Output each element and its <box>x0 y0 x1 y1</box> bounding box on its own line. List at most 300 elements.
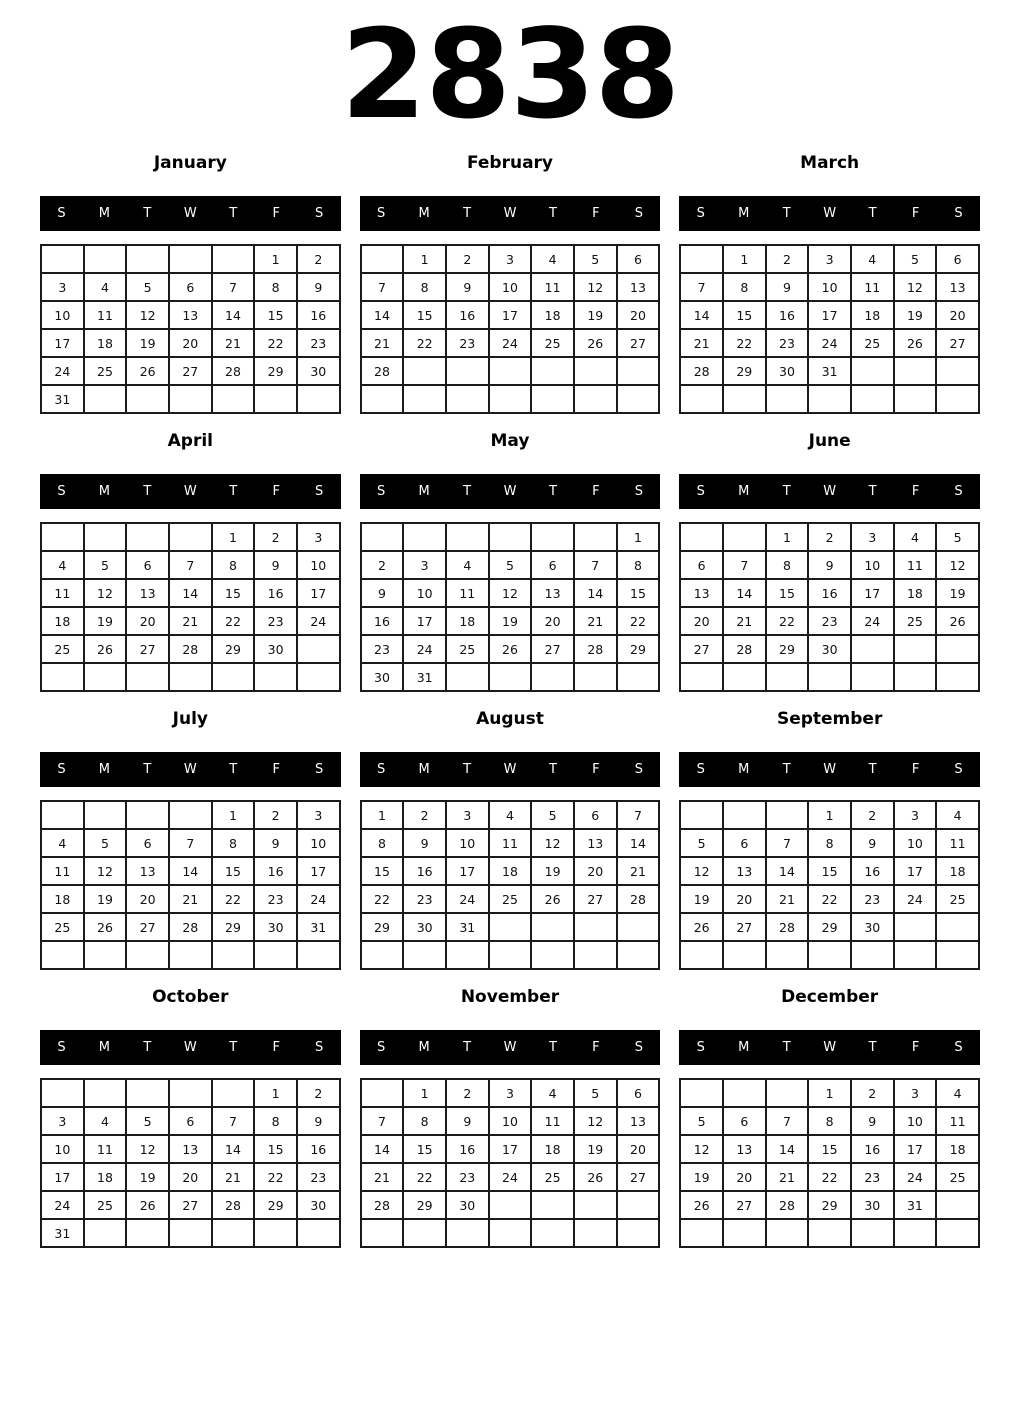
empty-cell <box>574 1191 617 1219</box>
weekday-header-bar <box>679 752 980 787</box>
date-cell: 4 <box>936 801 979 829</box>
date-cell: 13 <box>617 1107 660 1135</box>
date-cell: 5 <box>126 1107 169 1135</box>
empty-cell <box>212 941 255 969</box>
date-cell: 16 <box>254 579 297 607</box>
date-cell: 9 <box>254 829 297 857</box>
date-cell: 13 <box>169 301 212 329</box>
date-cell: 14 <box>169 857 212 885</box>
empty-cell <box>489 523 532 551</box>
empty-cell <box>851 1219 894 1247</box>
date-cell: 15 <box>808 857 851 885</box>
date-cell: 3 <box>41 1107 84 1135</box>
date-cell: 19 <box>84 607 127 635</box>
month-title-december: December <box>781 987 879 1007</box>
weekday-header-cell: S <box>57 1040 66 1055</box>
empty-cell <box>723 801 766 829</box>
calendar-week-row <box>361 245 660 273</box>
date-cell: 18 <box>531 1135 574 1163</box>
empty-cell <box>84 941 127 969</box>
date-cell: 10 <box>894 829 937 857</box>
weekday-header-cell: M <box>98 1040 111 1055</box>
date-cell: 2 <box>254 523 297 551</box>
empty-cell <box>851 941 894 969</box>
weekday-header-cell: W <box>183 484 197 499</box>
date-cell: 2 <box>254 801 297 829</box>
weekday-header-cell: S <box>377 762 386 777</box>
weekday-header-bar <box>679 1030 980 1065</box>
empty-cell <box>212 1079 255 1107</box>
date-cell: 7 <box>212 1107 255 1135</box>
date-cell: 5 <box>680 829 723 857</box>
weekday-header-cell: S <box>954 762 963 777</box>
date-cell: 18 <box>894 579 937 607</box>
month-june <box>679 431 980 692</box>
date-cell: 15 <box>403 301 446 329</box>
date-cell: 1 <box>808 801 851 829</box>
month-december <box>679 987 980 1248</box>
date-cell: 27 <box>936 329 979 357</box>
date-cell: 26 <box>936 607 979 635</box>
date-cell: 12 <box>936 551 979 579</box>
date-cell: 3 <box>489 245 532 273</box>
empty-cell <box>446 357 489 385</box>
calendar-week-row <box>41 301 340 329</box>
date-cell: 24 <box>403 635 446 663</box>
month-title-november: November <box>460 987 560 1007</box>
empty-cell <box>851 357 894 385</box>
date-cell: 30 <box>446 1191 489 1219</box>
date-cell: 15 <box>766 579 809 607</box>
empty-cell <box>361 1079 404 1107</box>
calendar-week-row <box>41 523 340 551</box>
empty-cell <box>766 1079 809 1107</box>
date-cell: 26 <box>574 1163 617 1191</box>
date-cell: 14 <box>212 301 255 329</box>
empty-cell <box>169 245 212 273</box>
empty-cell <box>169 523 212 551</box>
date-cell: 20 <box>723 885 766 913</box>
empty-cell <box>126 941 169 969</box>
date-cell: 29 <box>212 635 255 663</box>
weekday-header-cell: T <box>143 484 152 499</box>
date-cell: 2 <box>297 245 340 273</box>
calendar-grid-october <box>40 1078 341 1248</box>
date-cell: 12 <box>126 301 169 329</box>
date-cell: 4 <box>531 245 574 273</box>
empty-cell <box>297 1219 340 1247</box>
calendar-grid-june <box>679 522 980 692</box>
date-cell: 9 <box>808 551 851 579</box>
calendar-week-row <box>680 357 979 385</box>
calendar-grid-september <box>679 800 980 970</box>
empty-cell <box>851 663 894 691</box>
empty-cell <box>403 1219 446 1247</box>
empty-cell <box>446 385 489 413</box>
date-cell: 14 <box>169 579 212 607</box>
empty-cell <box>723 1079 766 1107</box>
weekday-header-cell: T <box>548 1040 557 1055</box>
weekday-header-cell: S <box>377 206 386 221</box>
calendar-week-row <box>361 1135 660 1163</box>
calendar-week-row <box>680 663 979 691</box>
empty-cell <box>766 663 809 691</box>
date-cell: 5 <box>531 801 574 829</box>
weekday-header-cell: F <box>911 762 920 777</box>
date-cell: 28 <box>361 1191 404 1219</box>
date-cell: 6 <box>617 245 660 273</box>
date-cell: 20 <box>169 1163 212 1191</box>
date-cell: 17 <box>894 1135 937 1163</box>
weekday-header-cell: W <box>823 484 837 499</box>
date-cell: 29 <box>403 1191 446 1219</box>
weekday-header-bar <box>360 1030 661 1065</box>
date-cell: 28 <box>574 635 617 663</box>
date-cell: 10 <box>851 551 894 579</box>
date-cell: 17 <box>489 301 532 329</box>
calendar-grid-january <box>40 244 341 414</box>
calendar-week-row <box>680 885 979 913</box>
date-cell: 20 <box>617 1135 660 1163</box>
date-cell: 12 <box>680 857 723 885</box>
calendar-week-row <box>361 579 660 607</box>
calendar-week-row <box>680 1191 979 1219</box>
calendar-week-row <box>41 941 340 969</box>
weekday-header-bar <box>679 474 980 509</box>
date-cell: 2 <box>808 523 851 551</box>
empty-cell <box>574 523 617 551</box>
date-cell: 16 <box>766 301 809 329</box>
date-cell: 13 <box>723 857 766 885</box>
date-cell: 15 <box>808 1135 851 1163</box>
date-cell: 16 <box>361 607 404 635</box>
date-cell: 27 <box>574 885 617 913</box>
month-title-march: March <box>800 153 860 173</box>
date-cell: 18 <box>531 301 574 329</box>
calendar-week-row <box>361 829 660 857</box>
empty-cell <box>531 523 574 551</box>
weekday-header-cell: S <box>315 1040 324 1055</box>
calendar-week-row <box>680 329 979 357</box>
month-title-september: September <box>776 709 883 729</box>
date-cell: 25 <box>41 913 84 941</box>
weekday-header-cell: S <box>634 206 643 221</box>
weekday-header-cell: F <box>911 1040 920 1055</box>
date-cell: 22 <box>254 329 297 357</box>
weekday-header-cell: T <box>229 762 238 777</box>
date-cell: 29 <box>212 913 255 941</box>
empty-cell <box>403 941 446 969</box>
date-cell: 14 <box>680 301 723 329</box>
calendar-week-row <box>361 329 660 357</box>
date-cell: 27 <box>126 913 169 941</box>
empty-cell <box>531 357 574 385</box>
calendar-grid-november <box>360 1078 661 1248</box>
date-cell: 26 <box>680 913 723 941</box>
date-cell: 29 <box>808 913 851 941</box>
weekday-header-cell: T <box>782 762 791 777</box>
calendar-week-row <box>680 941 979 969</box>
empty-cell <box>254 1219 297 1247</box>
date-cell: 7 <box>212 273 255 301</box>
date-cell: 16 <box>297 1135 340 1163</box>
date-cell: 18 <box>84 1163 127 1191</box>
date-cell: 15 <box>617 579 660 607</box>
date-cell: 20 <box>680 607 723 635</box>
weekday-header-cell: F <box>911 206 920 221</box>
date-cell: 7 <box>361 1107 404 1135</box>
date-cell: 28 <box>766 1191 809 1219</box>
date-cell: 11 <box>894 551 937 579</box>
calendar-week-row <box>680 523 979 551</box>
date-cell: 15 <box>403 1135 446 1163</box>
date-cell: 14 <box>212 1135 255 1163</box>
empty-cell <box>126 1079 169 1107</box>
empty-cell <box>446 1219 489 1247</box>
month-march <box>679 153 980 414</box>
date-cell: 28 <box>680 357 723 385</box>
calendar-week-row <box>41 885 340 913</box>
date-cell: 22 <box>254 1163 297 1191</box>
calendar-week-row <box>41 1135 340 1163</box>
calendar-week-row <box>680 913 979 941</box>
date-cell: 4 <box>894 523 937 551</box>
date-cell: 15 <box>361 857 404 885</box>
calendar-week-row <box>361 663 660 691</box>
month-title-february: February <box>466 153 554 173</box>
date-cell: 18 <box>851 301 894 329</box>
date-cell: 24 <box>41 357 84 385</box>
date-cell: 12 <box>680 1135 723 1163</box>
date-cell: 23 <box>446 329 489 357</box>
calendar-week-row <box>680 579 979 607</box>
empty-cell <box>489 385 532 413</box>
empty-cell <box>169 385 212 413</box>
date-cell: 20 <box>531 607 574 635</box>
calendar-week-row <box>361 801 660 829</box>
empty-cell <box>126 801 169 829</box>
date-cell: 31 <box>297 913 340 941</box>
date-cell: 12 <box>894 273 937 301</box>
calendar-grid-august <box>360 800 661 970</box>
calendar-grid-march <box>679 244 980 414</box>
date-cell: 13 <box>617 273 660 301</box>
weekday-header-cell: W <box>503 206 517 221</box>
date-cell: 27 <box>531 635 574 663</box>
date-cell: 21 <box>766 885 809 913</box>
date-cell: 27 <box>169 1191 212 1219</box>
date-cell: 27 <box>723 1191 766 1219</box>
date-cell: 25 <box>531 329 574 357</box>
date-cell: 10 <box>41 1135 84 1163</box>
date-cell: 19 <box>680 1163 723 1191</box>
calendar-week-row <box>680 1079 979 1107</box>
empty-cell <box>489 1191 532 1219</box>
date-cell: 17 <box>297 857 340 885</box>
weekday-header-cell: F <box>592 762 600 777</box>
date-cell: 29 <box>723 357 766 385</box>
calendar-week-row <box>361 1107 660 1135</box>
month-february <box>360 153 661 414</box>
date-cell: 28 <box>212 1191 255 1219</box>
date-cell: 2 <box>851 801 894 829</box>
date-cell: 20 <box>574 857 617 885</box>
date-cell: 29 <box>766 635 809 663</box>
date-cell: 15 <box>212 857 255 885</box>
weekday-header-cell: W <box>823 1040 837 1055</box>
months-grid <box>0 153 1020 1248</box>
empty-cell <box>936 913 979 941</box>
weekday-header-cell: W <box>183 1040 197 1055</box>
empty-cell <box>531 1219 574 1247</box>
calendar-grid-february <box>360 244 661 414</box>
date-cell: 21 <box>680 329 723 357</box>
date-cell: 30 <box>403 913 446 941</box>
date-cell: 17 <box>808 301 851 329</box>
empty-cell <box>126 663 169 691</box>
date-cell: 9 <box>851 829 894 857</box>
weekday-header-bar <box>40 196 341 231</box>
date-cell: 10 <box>489 1107 532 1135</box>
date-cell: 30 <box>808 635 851 663</box>
date-cell: 1 <box>361 801 404 829</box>
empty-cell <box>766 385 809 413</box>
date-cell: 24 <box>41 1191 84 1219</box>
empty-cell <box>254 663 297 691</box>
date-cell: 5 <box>936 523 979 551</box>
date-cell: 13 <box>126 857 169 885</box>
empty-cell <box>617 385 660 413</box>
date-cell: 21 <box>169 885 212 913</box>
calendar-week-row <box>41 385 340 413</box>
date-cell: 1 <box>254 245 297 273</box>
date-cell: 25 <box>936 1163 979 1191</box>
weekday-header-cell: S <box>696 206 705 221</box>
date-cell: 27 <box>680 635 723 663</box>
date-cell: 7 <box>766 1107 809 1135</box>
weekday-header-cell: S <box>696 484 705 499</box>
calendar-week-row <box>680 551 979 579</box>
date-cell: 26 <box>489 635 532 663</box>
date-cell: 2 <box>297 1079 340 1107</box>
empty-cell <box>169 801 212 829</box>
empty-cell <box>446 941 489 969</box>
date-cell: 24 <box>297 885 340 913</box>
weekday-header-cell: S <box>954 1040 963 1055</box>
empty-cell <box>723 663 766 691</box>
date-cell: 13 <box>169 1135 212 1163</box>
date-cell: 26 <box>84 635 127 663</box>
date-cell: 18 <box>41 607 84 635</box>
weekday-header-cell: T <box>868 1040 877 1055</box>
date-cell: 9 <box>254 551 297 579</box>
empty-cell <box>894 635 937 663</box>
date-cell: 17 <box>403 607 446 635</box>
empty-cell <box>766 801 809 829</box>
date-cell: 3 <box>403 551 446 579</box>
date-cell: 28 <box>169 913 212 941</box>
date-cell: 1 <box>212 523 255 551</box>
date-cell: 8 <box>254 273 297 301</box>
date-cell: 8 <box>723 273 766 301</box>
calendar-week-row <box>41 273 340 301</box>
weekday-header-cell: T <box>868 484 877 499</box>
weekday-header-cell: T <box>463 762 472 777</box>
date-cell: 10 <box>446 829 489 857</box>
empty-cell <box>297 385 340 413</box>
date-cell: 12 <box>489 579 532 607</box>
empty-cell <box>894 663 937 691</box>
weekday-header-cell: W <box>503 762 517 777</box>
date-cell: 31 <box>41 1219 84 1247</box>
weekday-header-cell: F <box>592 206 600 221</box>
empty-cell <box>41 523 84 551</box>
date-cell: 21 <box>169 607 212 635</box>
date-cell: 14 <box>361 1135 404 1163</box>
date-cell: 16 <box>808 579 851 607</box>
date-cell: 18 <box>446 607 489 635</box>
empty-cell <box>723 523 766 551</box>
weekday-header-cell: M <box>98 762 111 777</box>
date-cell: 25 <box>41 635 84 663</box>
date-cell: 6 <box>169 273 212 301</box>
date-cell: 11 <box>41 579 84 607</box>
weekday-header-cell: T <box>782 484 791 499</box>
date-cell: 9 <box>446 1107 489 1135</box>
date-cell: 11 <box>936 1107 979 1135</box>
empty-cell <box>574 1219 617 1247</box>
calendar-week-row <box>41 801 340 829</box>
date-cell: 8 <box>212 829 255 857</box>
date-cell: 1 <box>212 801 255 829</box>
date-cell: 19 <box>894 301 937 329</box>
weekday-header-cell: W <box>823 206 837 221</box>
empty-cell <box>936 941 979 969</box>
date-cell: 1 <box>403 245 446 273</box>
calendar-week-row <box>41 663 340 691</box>
date-cell: 2 <box>851 1079 894 1107</box>
date-cell: 21 <box>574 607 617 635</box>
calendar-week-row <box>680 607 979 635</box>
empty-cell <box>403 523 446 551</box>
date-cell: 8 <box>254 1107 297 1135</box>
empty-cell <box>894 357 937 385</box>
weekday-header-cell: F <box>592 484 600 499</box>
date-cell: 28 <box>766 913 809 941</box>
date-cell: 2 <box>446 245 489 273</box>
date-cell: 26 <box>531 885 574 913</box>
weekday-header-cell: T <box>782 206 791 221</box>
date-cell: 22 <box>361 885 404 913</box>
empty-cell <box>403 385 446 413</box>
date-cell: 6 <box>126 551 169 579</box>
date-cell: 19 <box>574 301 617 329</box>
empty-cell <box>446 663 489 691</box>
empty-cell <box>680 523 723 551</box>
date-cell: 3 <box>297 801 340 829</box>
calendar-week-row <box>361 941 660 969</box>
empty-cell <box>41 245 84 273</box>
empty-cell <box>361 941 404 969</box>
empty-cell <box>936 663 979 691</box>
date-cell: 19 <box>680 885 723 913</box>
empty-cell <box>574 913 617 941</box>
date-cell: 21 <box>212 1163 255 1191</box>
date-cell: 17 <box>446 857 489 885</box>
date-cell: 16 <box>851 857 894 885</box>
date-cell: 12 <box>574 1107 617 1135</box>
date-cell: 8 <box>361 829 404 857</box>
